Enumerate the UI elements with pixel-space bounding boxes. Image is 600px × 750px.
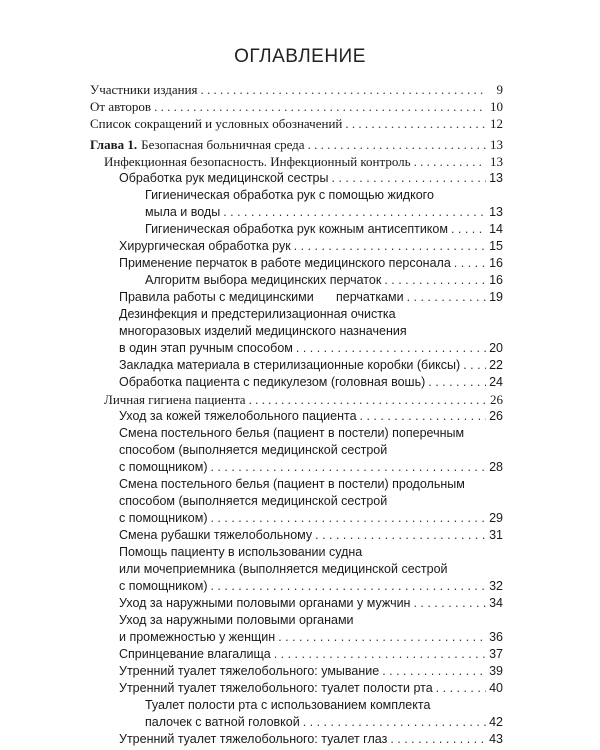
toc-entry-mouth-kit[interactable]: палочек с ватной головкой . . . 42 bbox=[145, 715, 503, 730]
toc-entry-bedpan[interactable]: с помощником) . . . 32 bbox=[119, 579, 503, 594]
toc-entry-morning-wash[interactable]: Утренний туалет тяжелобольного: умывание . . . 39 bbox=[119, 664, 503, 679]
toc-entry-bed-cross-line2: способом (выполняется медицинской сестрой bbox=[119, 443, 388, 457]
toc-entry-bed-long-line1: Смена постельного белья (пациент в постели) продольным bbox=[119, 477, 465, 491]
toc-entry-personal-hygiene[interactable]: Личная гигиена пациента . . . 26 bbox=[104, 392, 503, 407]
toc-entry-bed-long[interactable]: с помощником) . . . 29 bbox=[119, 511, 503, 526]
toc-entry-genital-women[interactable]: и промежностью у женщин . . . 36 bbox=[119, 630, 503, 645]
toc-entry-authors[interactable]: От авторов . . . 10 bbox=[90, 99, 503, 114]
toc-entry-bed-cross-line1: Смена постельного белья (пациент в постели) поперечным bbox=[119, 426, 465, 440]
toc-entry-shirt-change[interactable]: Смена рубашки тяжелобольному . . . 31 bbox=[119, 528, 503, 543]
toc-entry-gloves-algorithm[interactable]: Алгоритм выбора медицинских перчаток . . . 16 bbox=[145, 273, 503, 288]
toc-entry-gloves[interactable]: Применение перчаток в работе медицинского персонала . . . 16 bbox=[119, 256, 503, 271]
toc-entry-skin-care[interactable]: Уход за кожей тяжелобольного пациента . . . 26 bbox=[119, 409, 503, 424]
toc-entry-lice[interactable]: Обработка пациента с педикулезом (головная вошь) . . . 24 bbox=[119, 375, 503, 390]
toc-entry-bedpan-line2: или мочеприемника (выполняется медицинской сестрой bbox=[119, 562, 448, 576]
toc-entry-hand-soap-line1: Гигиеническая обработка рук с помощью жидкого bbox=[145, 188, 434, 202]
toc-entry-surgical-hands[interactable]: Хирургическая обработка рук . . . 15 bbox=[119, 239, 503, 254]
toc-entry-contributors[interactable]: Участники издания . . . 9 bbox=[90, 82, 503, 97]
toc-entry-genital-women-line1: Уход за наружными половыми органами bbox=[119, 613, 354, 627]
toc-entry-morning-mouth[interactable]: Утренний туалет тяжелобольного: туалет полости рта . . . 40 bbox=[119, 681, 503, 696]
toc-entry-morning-eyes[interactable]: Утренний туалет тяжелобольного: туалет глаз . . . 43 bbox=[119, 732, 503, 747]
page-title: ОГЛАВЛЕНИЕ bbox=[234, 46, 366, 67]
toc-entry-bedpan-line1: Помощь пациенту в использовании судна bbox=[119, 545, 363, 559]
toc-entry-gloves-rules[interactable]: перчатками . . . 19 bbox=[336, 290, 503, 305]
toc-entry-gloves-rules-line1: Правила работы с медицинскими bbox=[119, 290, 314, 304]
toc-entry-abbreviations[interactable]: Список сокращений и условных обозначений . . . 12 bbox=[90, 116, 503, 131]
toc-entry-disinfection[interactable]: в один этап ручным способом . . . 20 bbox=[119, 341, 503, 356]
toc-entry-hand-treatment[interactable]: Обработка рук медицинской сестры . . . 13 bbox=[119, 171, 503, 186]
toc-entry-genital-men[interactable]: Уход за наружными половыми органами у мужчин . . . 34 bbox=[119, 596, 503, 611]
toc-entry-sterile-boxes[interactable]: Закладка материала в стерилизационные коробки (биксы) . . . 22 bbox=[119, 358, 503, 373]
toc-entry-hand-antiseptic[interactable]: Гигиеническая обработка рук кожным антисептиком . . . 14 bbox=[145, 222, 503, 237]
toc-entry-disinfection-line1: Дезинфекция и предстерилизационная очистка bbox=[119, 307, 396, 321]
chapter-label: Глава 1. bbox=[90, 137, 138, 152]
toc-entry-chapter-1[interactable]: Глава 1. Безопасная больничная среда . . . 13 bbox=[90, 137, 503, 152]
toc-entry-bed-cross[interactable]: с помощником) . . . 28 bbox=[119, 460, 503, 475]
toc-entry-infection-safety[interactable]: Инфекционная безопасность. Инфекционный контроль . . . 13 bbox=[104, 154, 503, 169]
toc-entry-bed-long-line2: способом (выполняется медицинской сестрой bbox=[119, 494, 388, 508]
toc-entry-douche[interactable]: Спринцевание влагалища . . . 37 bbox=[119, 647, 503, 662]
toc-entry-hand-soap[interactable]: мыла и воды . . . 13 bbox=[145, 205, 503, 220]
toc-entry-disinfection-line2: многоразовых изделий медицинского назначения bbox=[119, 324, 407, 338]
toc-entry-mouth-kit-line1: Туалет полости рта с использованием комплекта bbox=[145, 698, 431, 712]
